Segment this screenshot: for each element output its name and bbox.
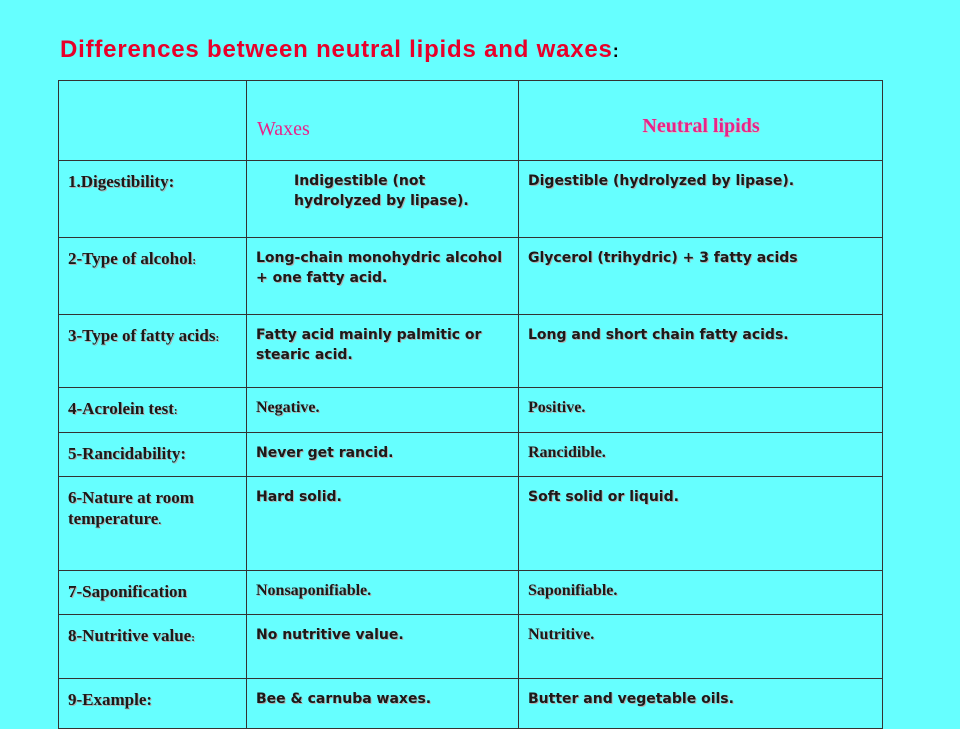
waxes-cell: Long-chain monohydric alcohol + one fatty acid. — [247, 238, 519, 315]
table-row — [59, 238, 883, 315]
comparison-table — [58, 80, 883, 729]
table-row — [59, 433, 883, 477]
header-waxes: Waxes — [247, 81, 519, 161]
table-row — [59, 571, 883, 615]
waxes-cell: Nonsaponifiable. — [247, 571, 519, 615]
table-row — [59, 161, 883, 238]
slide-title — [60, 36, 620, 64]
neutral-cell: Saponifiable. — [519, 571, 883, 615]
neutral-cell: Soft solid or liquid. — [519, 477, 883, 571]
slide-title-text: Differences between neutral lipids and waxes — [60, 36, 613, 63]
property-cell — [59, 238, 247, 315]
property-cell — [59, 315, 247, 388]
property-cell — [59, 388, 247, 433]
table-row — [59, 679, 883, 729]
property-cell — [59, 433, 247, 477]
property-cell — [59, 477, 247, 571]
property-label: 1.Digestibility: — [68, 172, 175, 191]
waxes-cell: No nutritive value. — [247, 615, 519, 679]
waxes-cell: Bee & carnuba waxes. — [247, 679, 519, 729]
property-label: 3-Type of fatty acids — [68, 326, 216, 345]
table-row — [59, 315, 883, 388]
property-cell — [59, 571, 247, 615]
neutral-cell: Rancidible. — [519, 433, 883, 477]
waxes-cell: Fatty acid mainly palmitic or stearic acid. — [247, 315, 519, 388]
property-suffix: . — [158, 515, 162, 527]
table-row — [59, 477, 883, 571]
neutral-cell: Long and short chain fatty acids. — [519, 315, 883, 388]
property-cell — [59, 161, 247, 238]
waxes-cell: Negative. — [247, 388, 519, 433]
property-suffix: : — [192, 255, 197, 267]
header-empty-cell — [59, 81, 247, 161]
waxes-cell: Indigestible (not hydrolyzed by lipase). — [247, 161, 519, 238]
property-suffix: : — [173, 405, 178, 417]
neutral-cell: Glycerol (trihydric) + 3 fatty acids — [519, 238, 883, 315]
property-cell — [59, 615, 247, 679]
table-header-row — [59, 81, 883, 161]
neutral-cell: Positive. — [519, 388, 883, 433]
neutral-cell: Nutritive. — [519, 615, 883, 679]
property-label: 9-Example: — [68, 690, 153, 709]
property-label: 6-Nature at room temperature — [68, 488, 194, 528]
table-row — [59, 615, 883, 679]
property-suffix: : — [191, 632, 195, 644]
table-row — [59, 388, 883, 433]
neutral-cell: Butter and vegetable oils. — [519, 679, 883, 729]
property-label: 4-Acrolein test — [68, 399, 174, 418]
slide-title-colon: : — [612, 41, 620, 61]
property-label: 8-Nutritive value — [68, 626, 192, 645]
property-label: 7-Saponification — [68, 582, 188, 601]
neutral-cell: Digestible (hydrolyzed by lipase). — [519, 161, 883, 238]
waxes-cell: Hard solid. — [247, 477, 519, 571]
property-label: 2-Type of alcohol — [68, 249, 193, 268]
waxes-cell: Never get rancid. — [247, 433, 519, 477]
property-suffix: : — [215, 332, 220, 344]
property-cell — [59, 679, 247, 729]
property-label: 5-Rancidability: — [68, 444, 187, 463]
header-neutral-lipids: Neutral lipids — [519, 81, 883, 161]
